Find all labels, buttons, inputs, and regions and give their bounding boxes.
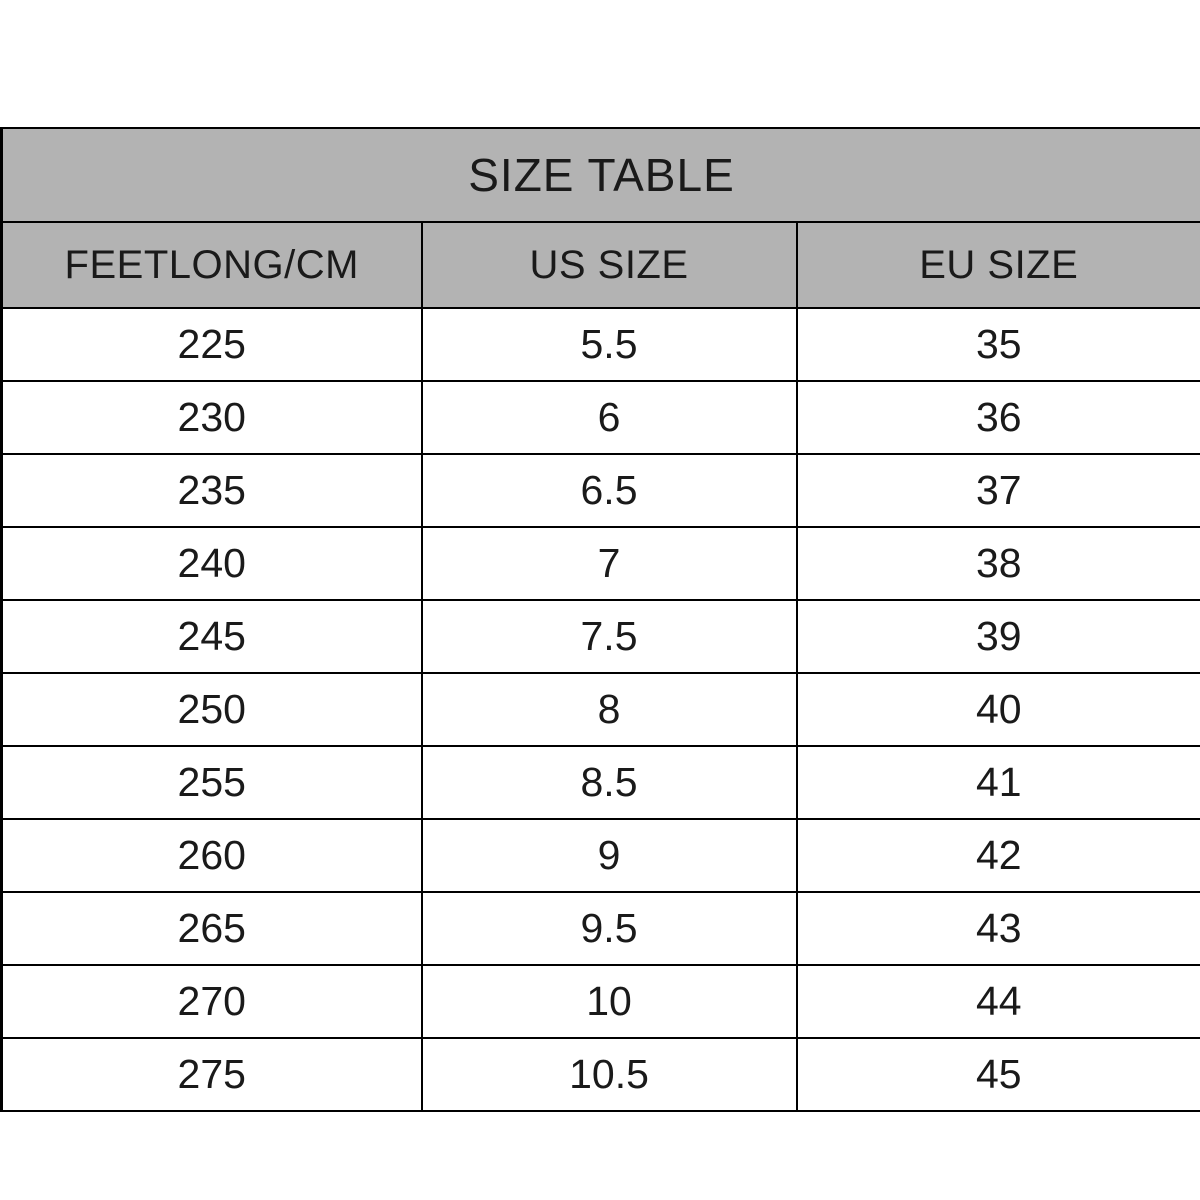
table-header-row (2, 222, 1200, 308)
cell-feetlong: 225 (2, 308, 422, 381)
table-row (2, 527, 1200, 600)
size-table (0, 127, 1200, 1112)
cell-eu-size: 38 (797, 527, 1200, 600)
cell-us-size: 9.5 (422, 892, 797, 965)
cell-feetlong: 230 (2, 381, 422, 454)
cell-us-size: 8 (422, 673, 797, 746)
column-header-feetlong: FEETLONG/CM (2, 222, 422, 308)
cell-eu-size: 40 (797, 673, 1200, 746)
cell-eu-size: 45 (797, 1038, 1200, 1111)
column-header-us-size: US SIZE (422, 222, 797, 308)
cell-feetlong: 265 (2, 892, 422, 965)
table-row (2, 381, 1200, 454)
table-row (2, 308, 1200, 381)
cell-us-size: 8.5 (422, 746, 797, 819)
cell-eu-size: 41 (797, 746, 1200, 819)
cell-eu-size: 39 (797, 600, 1200, 673)
cell-us-size: 9 (422, 819, 797, 892)
table-row (2, 454, 1200, 527)
cell-feetlong: 260 (2, 819, 422, 892)
cell-eu-size: 43 (797, 892, 1200, 965)
table-row (2, 1038, 1200, 1111)
table-row (2, 673, 1200, 746)
table-title: SIZE TABLE (2, 128, 1200, 222)
cell-us-size: 7 (422, 527, 797, 600)
cell-eu-size: 42 (797, 819, 1200, 892)
cell-us-size: 6 (422, 381, 797, 454)
table-row (2, 965, 1200, 1038)
cell-feetlong: 255 (2, 746, 422, 819)
table-row (2, 600, 1200, 673)
cell-eu-size: 35 (797, 308, 1200, 381)
cell-feetlong: 240 (2, 527, 422, 600)
cell-eu-size: 37 (797, 454, 1200, 527)
cell-us-size: 10.5 (422, 1038, 797, 1111)
cell-us-size: 5.5 (422, 308, 797, 381)
cell-feetlong: 245 (2, 600, 422, 673)
cell-feetlong: 235 (2, 454, 422, 527)
cell-feetlong: 275 (2, 1038, 422, 1111)
cell-eu-size: 36 (797, 381, 1200, 454)
cell-feetlong: 250 (2, 673, 422, 746)
cell-eu-size: 44 (797, 965, 1200, 1038)
cell-us-size: 10 (422, 965, 797, 1038)
cell-us-size: 7.5 (422, 600, 797, 673)
table-row (2, 746, 1200, 819)
cell-feetlong: 270 (2, 965, 422, 1038)
table-title-row (2, 128, 1200, 222)
table-row (2, 819, 1200, 892)
cell-us-size: 6.5 (422, 454, 797, 527)
table-row (2, 892, 1200, 965)
column-header-eu-size: EU SIZE (797, 222, 1200, 308)
size-table-container (0, 127, 1200, 1112)
